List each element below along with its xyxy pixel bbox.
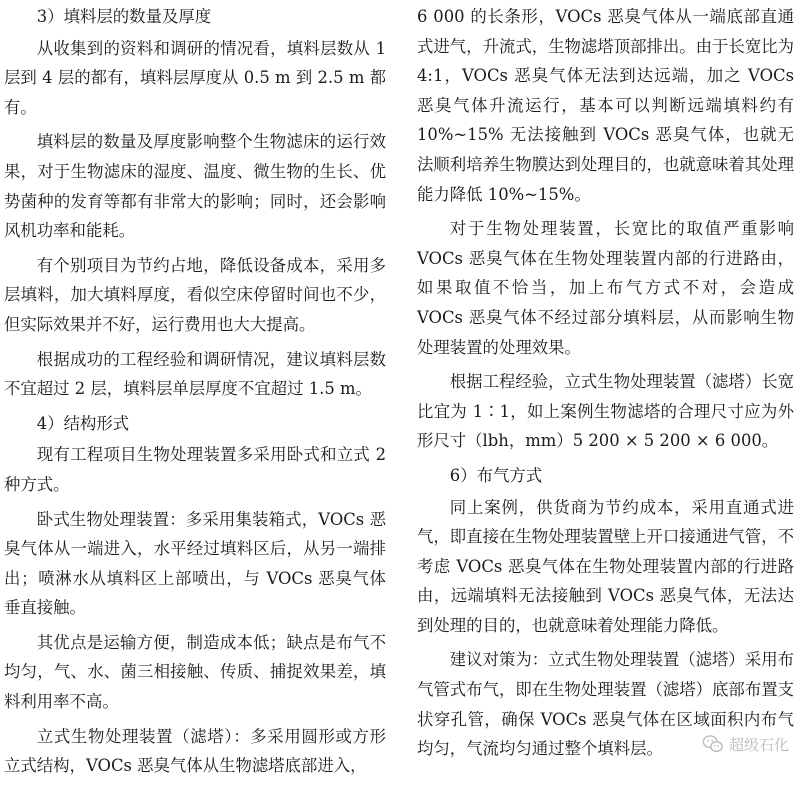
paragraph: 从收集到的资料和调研的情况看，填料层数从 1 层到 4 层的都有，填料层厚度从 0.5 m 到 2.5 m 都有。 — [4, 38, 386, 117]
paragraph: 其优点是运输方便，制造成本低；缺点是布气不均匀，气、水、菌三相接触、传质、捕捉效果差，填料利用率不高。 — [4, 632, 386, 712]
section-heading-3: 3）填料层的数量及厚度 — [36, 7, 212, 26]
paragraph: 有个别项目为节约占地，降低设备成本，采用多层填料，加大填料厚度，看似空床停留时间也不少，但实际效果并不好，运行费用也大大提高。 — [4, 255, 386, 334]
paragraph-continuation: 6 000 的长条形，VOCs 恶臭气体从一端底部直通式进气，升流式，生物滤塔顶部排出。由于长宽比为 4:1，VOCs 恶臭气体无法到达远端，加之 VOCs 恶臭气体升流运行，基本可以判断远端填料约有 10%~15% 无法接触到 VOCs 恶臭气体，也就无法顺利培养生物膜达到处理目的，也就意味着其处理能力降低 10%~15%。 — [417, 7, 794, 204]
section-heading-6: 6）布气方式 — [449, 465, 543, 485]
paragraph: 同上案例，供货商为节约成本，采用直通式进气，即直接在生物处理装置壁上开口接通进气管，不考虑 VOCs 恶臭气体在生物处理装置内部的行进路由，远端填料无法接触到 VOCs 恶臭气体，无法达到处理的目的，也就意味着处理能力降低。 — [417, 497, 794, 635]
paragraph: 建议对策为：立式生物处理装置（滤塔）采用布气管式布气，即在生物处理装置（滤塔）底部布置支状穿孔管，确保 VOCs 恶臭气体在区域面积内布气均匀，气流均匀通过整个填料层。 — [417, 650, 794, 759]
paragraph: 根据工程经验，立式生物处理装置（滤塔）长宽比宜为 1∶1，如上案例生物滤塔的合理尺寸应为外形尺寸（lbh，mm）5 200 × 5 200 × 6 000。 — [417, 372, 794, 451]
right-column — [417, 2, 794, 769]
watermark-text: 超级石化 — [728, 735, 789, 754]
section-heading-4: 4）结构形式 — [36, 413, 130, 433]
paragraph: 立式生物处理装置（滤塔）：多采用圆形或方形立式结构，VOCs 恶臭气体从生物滤塔底部进入， — [4, 726, 386, 776]
left-column — [4, 2, 386, 786]
paragraph: 卧式生物处理装置：多采用集装箱式，VOCs 恶臭气体从一端进入，水平经过填料区后，从另一端排出；喷淋水从填料区上部喷出，与 VOCs 恶臭气体垂直接触。 — [4, 509, 386, 618]
paragraph: 填料层的数量及厚度影响整个生物滤床的运行效果，对于生物滤床的湿度、温度、微生物的生长、优势菌种的发育等都有非常大的影响；同时，还会影响风机功率和能耗。 — [4, 132, 386, 241]
paragraph: 现有工程项目生物处理装置多采用卧式和立式 2 种方式。 — [4, 445, 386, 494]
paragraph: 根据成功的工程经验和调研情况，建议填料层数不宜超过 2 层，填料层单层厚度不宜超过 1.5 m。 — [4, 349, 386, 399]
wechat-logo-icon — [702, 733, 724, 755]
paragraph: 对于生物处理装置，长宽比的取值严重影响 VOCs 恶臭气体在生物处理装置内部的行进路由，如果取值不恰当，加上布气方式不对，会造成 VOCs 恶臭气体不经过部分填料层，从而影响生物处理装置的处理效果。 — [417, 219, 794, 357]
watermark — [702, 733, 789, 755]
